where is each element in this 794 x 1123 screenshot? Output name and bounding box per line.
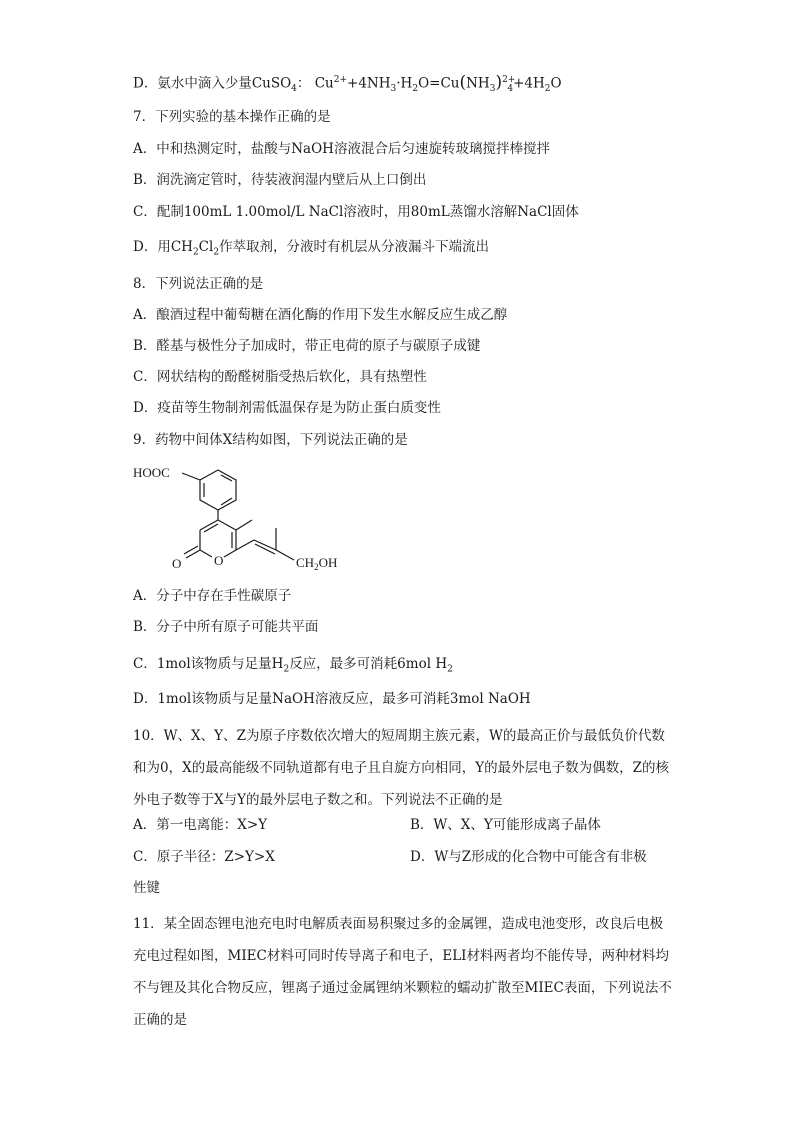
q6-option-d[interactable]: D．氨水中滴入少量CuSO$_4$： $Cu^{2+}+4NH_3\cdot H_2O=Cu(NH_3)^{2+}_4+4H_2O$ — [133, 72, 562, 95]
q8-option-c[interactable]: C．网状结构的酚醛树脂受热后软化，具有热塑性 — [133, 369, 427, 385]
cooh-label: HOOC — [133, 465, 170, 480]
q6-d-text: D．氨水中滴入少量 — [133, 75, 252, 92]
q8-option-b[interactable]: B．醛基与极性分子加成时，带正电荷的原子与碳原子成键 — [133, 338, 481, 354]
q7-option-b[interactable]: B．润洗滴定管时，待装液润湿内壁后从上口倒出 — [133, 172, 427, 188]
q7-option-a[interactable]: A．中和热测定时，盐酸与NaOH溶液混合后匀速旋转玻璃搅拌棒搅拌 — [133, 141, 550, 157]
q8-option-a[interactable]: A．酿酒过程中葡萄糖在酒化酶的作用下发生水解反应生成乙醇 — [133, 307, 508, 323]
q9-option-a[interactable]: A．分子中存在手性碳原子 — [133, 588, 292, 604]
q10-option-d[interactable]: D．W与Z形成的化合物中可能含有非极 — [410, 849, 647, 865]
q10-option-c[interactable]: C．原子半径：Z>Y>X — [133, 849, 275, 865]
q11-stem: 11．某全固态锂电池充电时电解质表面易积聚过多的金属锂，造成电池变形，改良后电极充电过程如图，MIEC材料可同时传导离子和电子，ELI材料两者均不能传导，两种材料均不与锂及其化合物反应，锂离子通过金属锂纳米颗粒的蠕动扩散至MIEC表面，下列说法不正确的是 — [133, 916, 672, 1028]
q8-stem: 8．下列说法正确的是 — [133, 276, 264, 292]
q7-option-d[interactable]: D．用$CH_2Cl_2$作萃取剂，分液时有机层从分液漏斗下端流出 — [133, 239, 490, 258]
q9-option-c[interactable]: C．1mol该物质与足量$H_2$反应，最多可消耗6mol $H_2$ — [133, 656, 453, 675]
q10-stem: 10．W、X、Y、Z为原子序数依次增大的短周期主族元素，W的最高正价与最低负价代数和为0，X的最高能级不同轨道都有电子且自旋方向相同，Y的最外层电子数为偶数，Z的核外电子数等于X与Y的最外层电子数之和。下列说法不正确的是 — [133, 728, 669, 808]
q8-option-d[interactable]: D．疫苗等生物制剂需低温保存是为防止蛋白质变性 — [133, 400, 441, 416]
q9-option-d[interactable]: D．1mol该物质与足量NaOH溶液反应，最多可消耗3mol NaOH — [133, 691, 531, 707]
q7-stem: 7．下列实验的基本操作正确的是 — [133, 109, 331, 125]
q10-option-d-cont: 性键 — [133, 880, 160, 896]
carbonyl-oxygen-label: O — [172, 556, 182, 571]
q9-option-b[interactable]: B．分子中所有原子可能共平面 — [133, 619, 319, 635]
ch2oh-label: $CH_2OH$ — [296, 555, 338, 572]
q10-option-a[interactable]: A．第一电离能：X>Y — [133, 817, 268, 833]
ring-oxygen-label: O — [214, 553, 224, 568]
q9-stem: 9．药物中间体X结构如图，下列说法正确的是 — [133, 432, 408, 448]
q10-option-b[interactable]: B．W、X、Y可能形成离子晶体 — [410, 817, 601, 833]
q7-option-c[interactable]: C．配制100mL 1.00mol/L NaCl溶液时，用80mL蒸馏水溶解NaCl固体 — [133, 204, 579, 220]
molecule-structure-diagram — [130, 462, 350, 580]
